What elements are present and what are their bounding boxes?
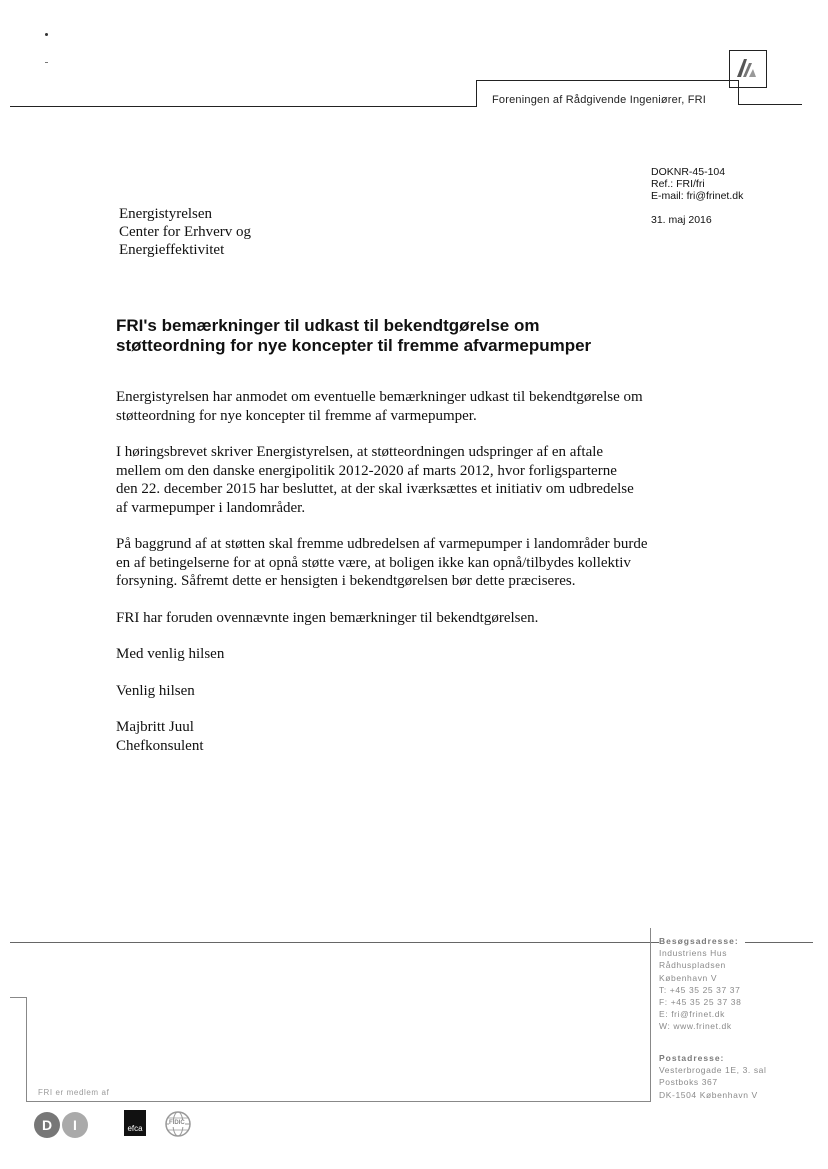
- footer-rule-left-vertical: [26, 997, 27, 1102]
- body-paragraph: Energistyrelsen har anmodet om eventuelle bemærkninger udkast til bekendtgørelse om støtteordning for nye koncepter til fremme af varmepumper.: [116, 389, 643, 424]
- post-heading: Postadresse:: [659, 1053, 725, 1063]
- signer-title: Chefkonsulent: [116, 737, 204, 754]
- efca-logo: efca: [124, 1110, 146, 1136]
- fri-logo-icon: [730, 51, 766, 87]
- contact-line: E: fri@frinet.dk: [659, 1009, 725, 1020]
- scan-mark: [45, 33, 48, 36]
- di-logo-i: I: [62, 1112, 88, 1138]
- recipient-line: Center for Erhverv og: [119, 224, 252, 240]
- title-line: støtteordning for nye koncepter til fremme afvarmepumper: [116, 336, 592, 355]
- closing-greeting: Med venlig hilsen: [116, 646, 225, 662]
- contact-line: København V: [659, 972, 718, 983]
- body-paragraph: I høringsbrevet skriver Energistyrelsen, at støtteordningen udspringer af en aftale mellem om den danske energipolitik 2012-2020 af marts 2012, hvor forligsparterne den 22. december 2015 har besluttet, at der skal iværksættes et initiativ om udbredelse af varmepumper i landområder.: [116, 444, 634, 516]
- contact-line: F: +45 35 25 37 38: [659, 997, 742, 1008]
- letter-title: [116, 316, 591, 356]
- recipient-line: Energieffektivitet: [119, 242, 225, 258]
- fri-logo: [729, 50, 767, 88]
- email: E-mail: fri@frinet.dk: [651, 190, 744, 202]
- signer-name: Majbritt Juul: [116, 719, 194, 735]
- di-logo-d: D: [34, 1112, 60, 1138]
- footer-rule-vertical: [650, 928, 651, 1102]
- member-label: FRI er medlem af: [38, 1088, 110, 1097]
- post-line: Vesterbrogade 1E, 3. sal: [659, 1065, 767, 1076]
- contact-line: T: +45 35 25 37 37: [659, 984, 741, 995]
- recipient-line: Energistyrelsen: [119, 206, 213, 222]
- contact-heading: Besøgsadresse:: [659, 936, 739, 946]
- footer-contact: [659, 935, 745, 1033]
- header-rule-top: [476, 80, 738, 81]
- letter-date: 31. maj 2016: [651, 214, 712, 226]
- doc-number: DOKNR-45-104: [651, 166, 726, 178]
- scan-mark: [45, 62, 48, 63]
- fidic-label: FIDIC: [169, 1120, 185, 1126]
- closing-greeting: Venlig hilsen: [116, 682, 195, 699]
- post-line: DK-1504 København V: [659, 1089, 758, 1100]
- contact-line: W: www.frinet.dk: [659, 1021, 732, 1032]
- letter-body: [116, 388, 656, 755]
- body-paragraph: På baggrund af at støtten skal fremme udbredelsen af varmepumper i landområder burde en af betingelserne for at opnå støtte være, at boligen ikke kan opnå/tilbydes kollektiv forsyning. Såfremt dette er hensigten i bekendtgørelsen bør dette præciseres.: [116, 536, 648, 589]
- post-line: Postboks 367: [659, 1077, 718, 1088]
- contact-line: Rådhuspladsen: [659, 960, 726, 971]
- header-rule-left: [10, 106, 476, 107]
- meta-block: [651, 166, 743, 202]
- header-rule-right: [738, 104, 802, 105]
- footer-rule-small: [10, 997, 27, 998]
- signature-block: [116, 718, 656, 755]
- footer-postal: [659, 1052, 767, 1101]
- recipient-address: [119, 205, 251, 259]
- title-line: FRI's bemærkninger til udkast til bekendtgørelse om: [116, 316, 540, 335]
- reference: Ref.: FRI/fri: [651, 178, 705, 190]
- org-name: Foreningen af Rådgivende Ingeniører, FRI: [492, 94, 707, 106]
- contact-line: Industriens Hus: [659, 948, 728, 959]
- body-paragraph: FRI har foruden ovennævnte ingen bemærkninger til bekendtgørelsen.: [116, 609, 539, 626]
- footer-rule-bottom: [26, 1101, 651, 1102]
- header-rule-step: [476, 80, 477, 107]
- fidic-logo: [164, 1110, 192, 1143]
